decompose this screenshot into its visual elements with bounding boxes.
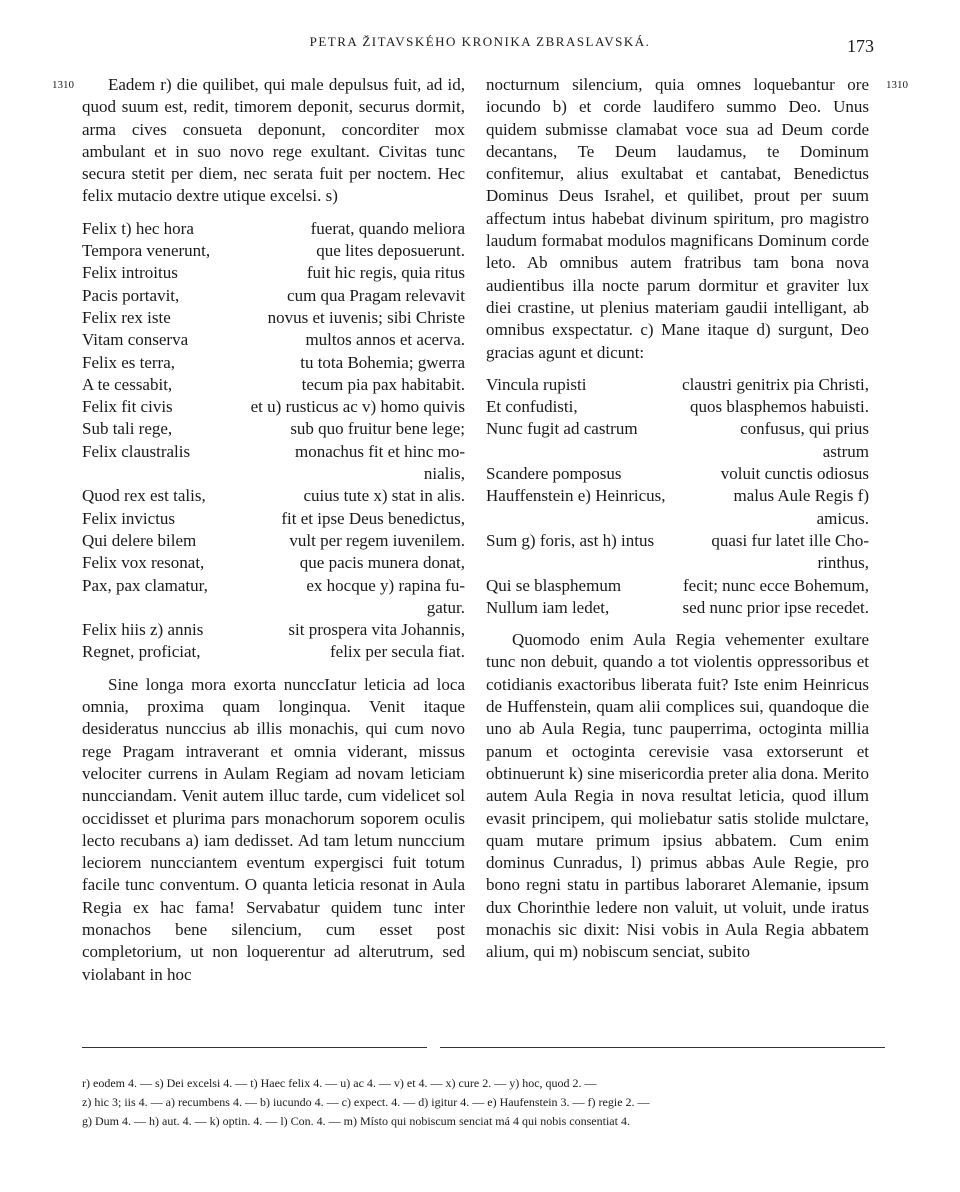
verse-hemistich-right: fit et ipse Deus benedictus, — [281, 508, 465, 528]
verse-continuation: amicus. — [816, 508, 869, 528]
verse-line — [82, 240, 465, 262]
footnote-divider-right — [440, 1047, 885, 1048]
verse-hemistich-right: ex hocque y) rapina fu- — [306, 575, 465, 595]
footnotes — [82, 1074, 882, 1131]
margin-year-right: 1310 — [886, 79, 908, 91]
verse-line — [82, 619, 465, 641]
verse-line — [486, 575, 869, 597]
verse-hemistich-left: Felix fit civis — [82, 397, 173, 417]
verse-hemistich-left: A te cessabit, — [82, 374, 173, 394]
verse-line — [82, 575, 465, 597]
verse-hemistich-right: et u) rusticus ac v) homo quivis — [250, 397, 465, 417]
verse-line — [82, 641, 465, 663]
verse-hemistich-left: Felix es terra, — [82, 352, 175, 372]
verse-line — [82, 352, 465, 374]
verse-continuation: rinthus, — [817, 553, 869, 573]
verse-line — [486, 485, 869, 507]
verse-line — [486, 597, 869, 619]
verse-hemistich-left: Vitam conserva — [82, 330, 189, 350]
verse-hemistich-right: que lites deposuerunt. — [316, 241, 465, 261]
verse-line — [82, 485, 465, 507]
verse-hemistich-left: Sum g) foris, ast h) intus — [486, 530, 655, 550]
verse-hemistich-left: Felix invictus — [82, 508, 176, 528]
verse-hemistich-left: Felix hiis z) annis — [82, 620, 204, 640]
verse-line — [82, 441, 465, 463]
verse-hemistich-left: Sub tali rege, — [82, 419, 173, 439]
verse-hemistich-right: cuius tute x) stat in alis. — [303, 486, 465, 506]
verse-hemistich-left: Qui delere bilem — [82, 530, 197, 550]
verse-hemistich-right: fuit hic regis, quia ritus — [306, 263, 465, 283]
verse-line — [82, 530, 465, 552]
verse-line — [82, 418, 465, 440]
verse-hemistich-right: novus et iuvenis; sibi Christe — [267, 307, 465, 327]
verse-hemistich-left: Felix introitus — [82, 263, 178, 283]
page-number: 173 — [847, 36, 874, 56]
verse-hemistich-left: Felix claustralis — [82, 441, 191, 461]
verse-line — [82, 552, 465, 574]
footnote-line: g) Dum 4. — h) aut. 4. — k) optin. 4. — l) Con. 4. — m) Místo qui nobiscum senciat má 4 qui nobis consentiat 4. — [82, 1114, 630, 1128]
left-column — [82, 74, 465, 986]
verse-line — [486, 463, 869, 485]
right-verse-block — [486, 374, 869, 619]
verse-continuation: gatur. — [426, 597, 465, 617]
verse-hemistich-left: Qui se blasphemum — [486, 575, 622, 595]
verse-line — [486, 418, 869, 440]
verse-line — [82, 374, 465, 396]
right-paragraph-1: nocturnum silencium, quia omnes loquebantur ore iocundo b) et corde laudifero summo Deo. Unus quidem submisse clamabat voce sua ad Deum corde decantans, Te Deum laudamus, te Dominum confitemur, alius exultabat et cantabat, Benedictus Dominus Deus Israhel, et quilibet, prout per suum affectum intus habebat divinum spiritum, pro magistro laudum formabat modulos magnificans Dominum corde leto. Ab omnibus autem fratribus tam bona nova audientibus illa nocte parum dormitur et graviter lux diei crastine, ut plenius materiam gaudii intelligant, ab omnibus exspectatur. c) Mane itaque d) surgunt, Deo gracias agunt et dicunt: — [486, 75, 869, 362]
verse-hemistich-right: voluit cunctis odiosus — [720, 464, 869, 484]
verse-hemistich-right: tecum pia pax habitabit. — [301, 374, 465, 394]
left-paragraph-2: Sine longa mora exorta nunccIatur leticia ad loca omnia, proxima quam longinqua. Venit itaque desideratus nunccius ab illis monachis, qui cum novo rege Pragam intraverant et omnia viderant, missus velociter currens in Aulam Regiam ad novam leticiam nuncciandam. Venit autem illuc tarde, cum videlicet sol occidisset et plurima pars monachorum soporem oculis lecto recubans a) iam dedisset. Ad tam letum nunccium leciorem nuncciantem eventum expergisci fuit totum facile tunc conventum. O quanta leticia resonat in Aula Regia ex hac fama! Servabatur quidem tunc inter monachos bene silencium, cum esset post completorium, ut non loquerentur ad alterutrum, sed violabant in hoc — [82, 674, 465, 984]
running-header: PETRA ŽITAVSKÉHO KRONIKA ZBRASLAVSKÁ. — [309, 34, 651, 49]
verse-hemistich-right: multos annos et acerva. — [305, 330, 465, 350]
verse-hemistich-right: malus Aule Regis f) — [733, 486, 869, 506]
verse-hemistich-left: Et confudisti, — [486, 397, 578, 417]
verse-hemistich-left: Nullum iam ledet, — [486, 597, 610, 617]
verse-hemistich-left: Pax, pax clamatur, — [82, 575, 208, 595]
verse-hemistich-right: vult per regem iuvenilem. — [289, 530, 465, 550]
verse-hemistich-right: quasi fur latet ille Cho- — [711, 530, 869, 550]
verse-continuation: nialis, — [423, 464, 465, 484]
verse-hemistich-left: Vincula rupisti — [486, 374, 587, 394]
verse-line — [82, 218, 465, 240]
right-paragraph-2: Quomodo enim Aula Regia vehementer exultare tunc non debuit, quando a tot violentis oppressoribus et cotidianis exactoribus liberata fuit? Iste enim Heinricus de Huffenstein, quam alii complices sui, quandoque die uno ab Aula Regia, tunc pauperrima, octoginta millia panum et octoginta cerevisie vasa extorserunt et obtinuerunt k) sine misericordia preter alia dona. Merito autem Aula Regia in nova resultat leticia, quod illum evasit principem, qui moliebatur satis stolide mulctare, quam mutare primum ipsius abbatem. Cum enim dominus Cunradus, l) primus abbas Aule Regie, pro bono regni statu in partibus laboraret Alemanie, ipsum dux Chorinthie ledere non valuit, ut voluit, unde iratus monachis sic dixit: Nisi vobis in Aula Regia abbatem alium, qui m) nobiscum senciat, subito — [486, 630, 869, 962]
verse-line — [486, 374, 869, 396]
right-column — [486, 74, 869, 964]
verse-hemistich-right: sed nunc prior ipse recedet. — [682, 597, 869, 617]
verse-hemistich-left: Quod rex est talis, — [82, 486, 206, 506]
verse-hemistich-right: confusus, qui prius — [740, 419, 869, 439]
verse-line — [82, 508, 465, 530]
verse-hemistich-left: Felix vox resonat, — [82, 553, 205, 573]
verse-line — [82, 396, 465, 418]
verse-hemistich-left: Felix rex iste — [82, 307, 171, 327]
verse-continuation: astrum — [822, 441, 869, 461]
left-verse-block — [82, 218, 465, 664]
verse-hemistich-right: sit prospera vita Johannis, — [288, 620, 465, 640]
verse-hemistich-left: Nunc fugit ad castrum — [486, 419, 638, 439]
verse-line — [486, 396, 869, 418]
verse-hemistich-right: monachus fit et hinc mo- — [295, 441, 465, 461]
footnote-divider-left — [82, 1047, 427, 1048]
verse-hemistich-right: fuerat, quando meliora — [310, 218, 465, 238]
verse-hemistich-left: Regnet, proficiat, — [82, 642, 201, 662]
verse-hemistich-right: sub quo fruitur bene lege; — [290, 419, 465, 439]
verse-hemistich-right: cum qua Pragam relevavit — [287, 285, 465, 305]
verse-line — [82, 285, 465, 307]
margin-year-left: 1310 — [52, 79, 74, 91]
verse-hemistich-right: claustri genitrix pia Christi, — [682, 374, 869, 394]
verse-line — [486, 530, 869, 552]
verse-hemistich-right: quos blasphemos habuisti. — [690, 397, 869, 417]
left-paragraph-1: Eadem r) die quilibet, qui male depulsus fuit, ad id, quod suum est, redit, timorem deponit, securus dormit, arma cives consueta deponunt, concorditer mox ambulant et in suo novo rege exultant. Civitas tunc secura stetit per diem, nec serata fuit per noctem. Hec felix mutacio dextre utique excelsi. s) — [82, 75, 465, 206]
verse-line — [82, 307, 465, 329]
verse-hemistich-left: Hauffenstein e) Heinricus, — [486, 486, 666, 506]
verse-hemistich-left: Scandere pomposus — [486, 464, 622, 484]
verse-hemistich-right: que pacis munera donat, — [299, 553, 465, 573]
verse-hemistich-left: Tempora venerunt, — [82, 241, 211, 261]
verse-hemistich-left: Pacis portavit, — [82, 285, 180, 305]
verse-line — [82, 329, 465, 351]
verse-hemistich-right: felix per secula fiat. — [330, 642, 465, 662]
footnote-line: z) hic 3; iis 4. — a) recumbens 4. — b) iucundo 4. — c) expect. 4. — d) igitur 4. — e) Haufenstein 3. — f) regie 2. — — [82, 1095, 650, 1109]
verse-hemistich-right: fecit; nunc ecce Bohemum, — [683, 575, 869, 595]
footnote-line: r) eodem 4. — s) Dei excelsi 4. — t) Haec felix 4. — u) ac 4. — v) et 4. — x) cure 2. — y) hoc, quod 2. — — [82, 1076, 597, 1090]
verse-hemistich-right: tu tota Bohemia; gwerra — [300, 352, 465, 372]
verse-hemistich-left: Felix t) hec hora — [82, 218, 194, 238]
verse-line — [82, 262, 465, 284]
